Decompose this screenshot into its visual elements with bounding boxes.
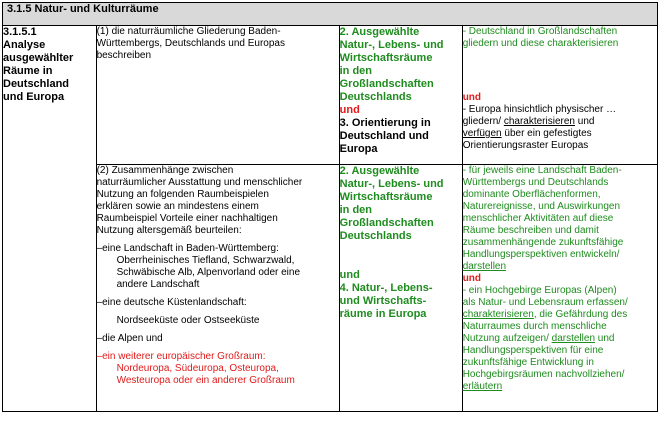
- text-line: naturräumlicher Ausstattung und menschlicher: [96, 177, 303, 188]
- section-header: 3.1.5 Natur- und Kulturräume: [3, 3, 658, 26]
- text-line: beschreiben: [96, 50, 152, 61]
- text-line: in den: [339, 65, 373, 77]
- text-line: Naturraumes durch menschliche: [462, 321, 607, 332]
- standard-cell-1: [96, 26, 339, 165]
- topic-a: [340, 26, 462, 104]
- goals-a: [463, 26, 657, 50]
- topic-cell-1: [339, 26, 462, 165]
- text-line: - Europa hinsichtlich physischer …: [462, 104, 617, 115]
- text-line: menschlicher Aktivitäten auf diese: [462, 213, 614, 224]
- text-line: Naturereignisse, und Auswirkungen: [462, 201, 621, 212]
- section-title-line: ausgewählter: [3, 52, 74, 64]
- text-line: als Natur- und Lebensraum erfassen/: [462, 297, 628, 308]
- example-heading: –die Alpen und: [96, 333, 163, 344]
- text-line: Württembergs und Deutschlands: [462, 177, 609, 188]
- text-line: dominante Oberflächenformen,: [462, 189, 601, 200]
- und-connector: und: [339, 269, 360, 281]
- text-span: Nutzung aufzeigen/: [462, 333, 552, 344]
- text-line: 2. Ausgewählte: [339, 165, 420, 177]
- text-line: [463, 128, 657, 140]
- text-line: 3. Orientierung in: [339, 117, 431, 129]
- text-line: Raumbeispiel Vorteile einer nachhaltigen: [96, 213, 278, 224]
- text-line: Wirtschaftsräume: [339, 52, 433, 64]
- text-line: Großlandschaften: [339, 217, 434, 229]
- text-line: (1) die naturräumliche Gliederung Baden-: [96, 26, 281, 37]
- text-line: Wirtschaftsräume: [339, 191, 433, 203]
- section-title-line: Räume in: [3, 65, 53, 77]
- section-title-line: Analyse: [3, 39, 46, 51]
- text-line: - für jeweils eine Landschaft Baden-: [462, 165, 622, 176]
- text-line: Schwäbische Alb, Alpenvorland oder eine: [116, 267, 301, 278]
- text-line: Orientierungsraster Europas: [462, 140, 589, 151]
- example-heading: –eine Landschaft in Baden-Württemberg:: [96, 243, 279, 254]
- section-title-line: Deutschland: [3, 78, 70, 90]
- text-line: in den: [339, 204, 373, 216]
- section-title: [3, 39, 96, 104]
- goals-b: [463, 104, 657, 152]
- operator-term: verfügen: [462, 128, 502, 139]
- und-connector: und: [462, 92, 482, 103]
- text-span: gliedern/: [462, 116, 504, 127]
- und-connector: und: [462, 273, 482, 284]
- und-connector: und: [339, 104, 360, 116]
- text-line: Handlungsperspektiven für eine: [462, 345, 604, 356]
- text-line: (2) Zusammenhänge zwischen: [96, 165, 234, 176]
- text-line: [463, 333, 657, 345]
- text-line: Handlungsperspektiven entwickeln/: [462, 249, 620, 260]
- table-header-row: [3, 3, 658, 26]
- section-title-line: und Europa: [3, 91, 65, 103]
- operator-term: charakterisieren: [462, 309, 534, 320]
- operator-term: erläutern: [462, 381, 503, 392]
- text-span: , die Gefährdung des: [533, 309, 628, 320]
- text-line: [463, 116, 657, 128]
- text-line: Räume beschreiben und damit: [462, 225, 599, 236]
- text-line: zusammenhängende zukunftsfähige: [462, 237, 624, 248]
- text-line: Oberrheinisches Tiefland, Schwarzwald,: [116, 255, 295, 266]
- text-line: Württembergs, Deutschlands und Europas: [96, 38, 285, 49]
- text-line: Nordeuropa, Südeuropa, Osteuropa,: [116, 363, 279, 374]
- text-line: zukunftsfähige Entwicklung in: [462, 357, 594, 368]
- text-line: Nutzung an folgenden Raumbeispielen: [96, 189, 269, 200]
- text-line: gliedern und diese charakterisieren: [462, 38, 619, 49]
- operator-term: darstellen: [551, 333, 595, 344]
- text-span: über ein gefestigtes: [501, 128, 592, 139]
- text-line: andere Landschaft: [116, 279, 200, 290]
- text-line: erklären sowie an mindestens einem: [96, 201, 259, 212]
- topic-b: [340, 117, 462, 156]
- example-heading: –eine deutsche Küstenlandschaft:: [96, 297, 247, 308]
- text-line: Natur-, Lebens- und: [339, 178, 444, 190]
- goals-cell-2: [462, 165, 657, 412]
- standard-cell-2: [96, 165, 339, 412]
- text-span: und: [595, 333, 615, 344]
- text-line: Nutzung altersgemäß beurteilen:: [96, 225, 242, 236]
- section-code: 3.1.5.1: [3, 26, 37, 38]
- text-line: räume in Europa: [339, 308, 427, 320]
- text-line: Europa: [339, 143, 378, 155]
- text-line: Nordseeküste oder Ostseeküste: [116, 315, 260, 326]
- table-row: [3, 26, 658, 165]
- text-span: und: [574, 116, 595, 127]
- text-line: 4. Natur-, Lebens-: [339, 282, 433, 294]
- text-line: Großlandschaften: [339, 78, 434, 90]
- operator-term: charakterisieren: [503, 116, 575, 127]
- goals-cell-1: [462, 26, 657, 165]
- topic-cell-2: [339, 165, 462, 412]
- text-line: [463, 309, 657, 321]
- curriculum-table: [2, 2, 658, 412]
- topic-a: [340, 165, 462, 243]
- text-line: und Wirtschafts-: [339, 295, 427, 307]
- text-line: Westeuropa oder ein anderer Großraum: [116, 375, 295, 386]
- text-line: - Deutschland in Großlandschaften: [462, 26, 618, 37]
- text-line: Natur-, Lebens- und: [339, 39, 444, 51]
- text-line: Hochgebirgsräumen nachvollziehen/: [462, 369, 625, 380]
- example-heading: –ein weiterer europäischer Großraum:: [96, 351, 266, 362]
- text-line: - ein Hochgebirge Europas (Alpen): [462, 285, 617, 296]
- operator-term: darstellen: [462, 261, 507, 272]
- text-line: Deutschland und: [339, 130, 429, 142]
- text-line: Deutschlands: [339, 230, 412, 242]
- section-code-cell: [3, 26, 97, 412]
- text-line: 2. Ausgewählte: [339, 26, 420, 38]
- text-line: Deutschlands: [339, 91, 412, 103]
- topic-b: [340, 282, 462, 321]
- table-row: [3, 165, 658, 412]
